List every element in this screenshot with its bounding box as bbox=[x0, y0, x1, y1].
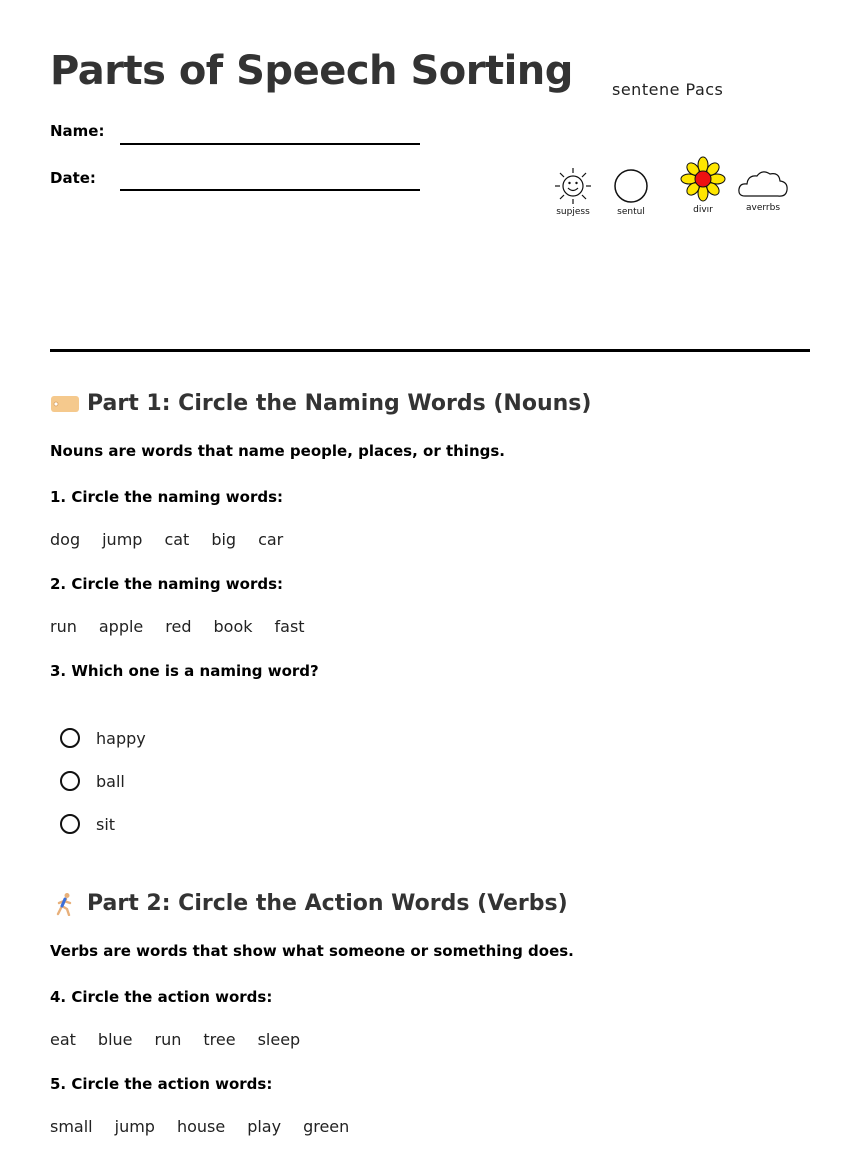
question-3: 3. Which one is a naming word? bbox=[50, 662, 319, 680]
name-field[interactable] bbox=[120, 143, 420, 145]
graphic-caption: sentene Pacs bbox=[612, 80, 724, 99]
circle-label: sentul bbox=[617, 207, 645, 217]
word-option[interactable]: play bbox=[247, 1117, 282, 1136]
word-option[interactable]: green bbox=[303, 1117, 350, 1136]
cloud-figure bbox=[733, 166, 793, 213]
word-option[interactable]: small bbox=[50, 1117, 93, 1136]
name-label: Name: bbox=[50, 122, 105, 140]
word-option[interactable]: eat bbox=[50, 1030, 76, 1049]
page-title: Parts of Speech Sorting bbox=[50, 48, 573, 94]
part2-heading bbox=[50, 891, 568, 916]
word-row-4 bbox=[50, 1030, 322, 1049]
word-option[interactable]: run bbox=[50, 617, 77, 636]
sun-icon bbox=[552, 166, 594, 206]
date-field[interactable] bbox=[120, 189, 420, 191]
question-4: 4. Circle the action words: bbox=[50, 988, 273, 1006]
word-option[interactable]: tree bbox=[203, 1030, 236, 1049]
radio-button[interactable] bbox=[60, 728, 80, 748]
runner-icon bbox=[50, 892, 80, 916]
word-option[interactable]: blue bbox=[97, 1030, 133, 1049]
radio-label: ball bbox=[96, 771, 125, 791]
circle-figure bbox=[601, 166, 661, 217]
question-1: 1. Circle the naming words: bbox=[50, 488, 284, 506]
flower-icon bbox=[677, 154, 729, 204]
word-option[interactable]: red bbox=[165, 617, 192, 636]
flower-label: divır bbox=[693, 205, 713, 215]
cloud-label: averrbs bbox=[745, 203, 781, 213]
question-5: 5. Circle the action words: bbox=[50, 1075, 273, 1093]
radio-label: sit bbox=[96, 814, 116, 834]
cloud-icon bbox=[735, 166, 791, 202]
word-option[interactable]: jump bbox=[114, 1117, 155, 1136]
word-row-2 bbox=[50, 617, 327, 636]
word-row-5 bbox=[50, 1117, 371, 1136]
word-option[interactable]: big bbox=[211, 530, 237, 549]
word-option[interactable]: run bbox=[154, 1030, 182, 1049]
radio-button[interactable] bbox=[60, 771, 80, 791]
word-option[interactable]: cat bbox=[164, 530, 190, 549]
question-2: 2. Circle the naming words: bbox=[50, 575, 284, 593]
tag-icon bbox=[50, 392, 80, 416]
radio-option-happy[interactable] bbox=[60, 728, 146, 748]
word-option[interactable]: fast bbox=[274, 617, 305, 636]
flower-figure bbox=[673, 154, 733, 215]
word-option[interactable]: book bbox=[213, 617, 253, 636]
word-option[interactable]: apple bbox=[98, 617, 144, 636]
part2-heading-text: Part 2: Circle the Action Words (Verbs) bbox=[87, 891, 568, 916]
radio-option-sit[interactable] bbox=[60, 814, 115, 834]
word-option[interactable]: car bbox=[258, 530, 284, 549]
radio-button[interactable] bbox=[60, 814, 80, 834]
part1-heading-text: Part 1: Circle the Naming Words (Nouns) bbox=[87, 391, 592, 416]
word-row-1 bbox=[50, 530, 305, 549]
radio-label: happy bbox=[96, 728, 146, 748]
section-divider bbox=[50, 349, 810, 352]
date-label: Date: bbox=[50, 169, 96, 187]
part1-intro: Nouns are words that name people, places, or things. bbox=[50, 442, 505, 460]
part2-intro: Verbs are words that show what someone or something does. bbox=[50, 942, 574, 960]
sun-label: supjess bbox=[556, 207, 590, 217]
word-option[interactable]: jump bbox=[102, 530, 143, 549]
part1-heading bbox=[50, 391, 591, 416]
radio-option-ball[interactable] bbox=[60, 771, 125, 791]
circle-icon bbox=[610, 166, 652, 206]
word-option[interactable]: dog bbox=[50, 530, 81, 549]
sun-figure bbox=[543, 166, 603, 217]
word-option[interactable]: house bbox=[176, 1117, 226, 1136]
word-option[interactable]: sleep bbox=[257, 1030, 301, 1049]
